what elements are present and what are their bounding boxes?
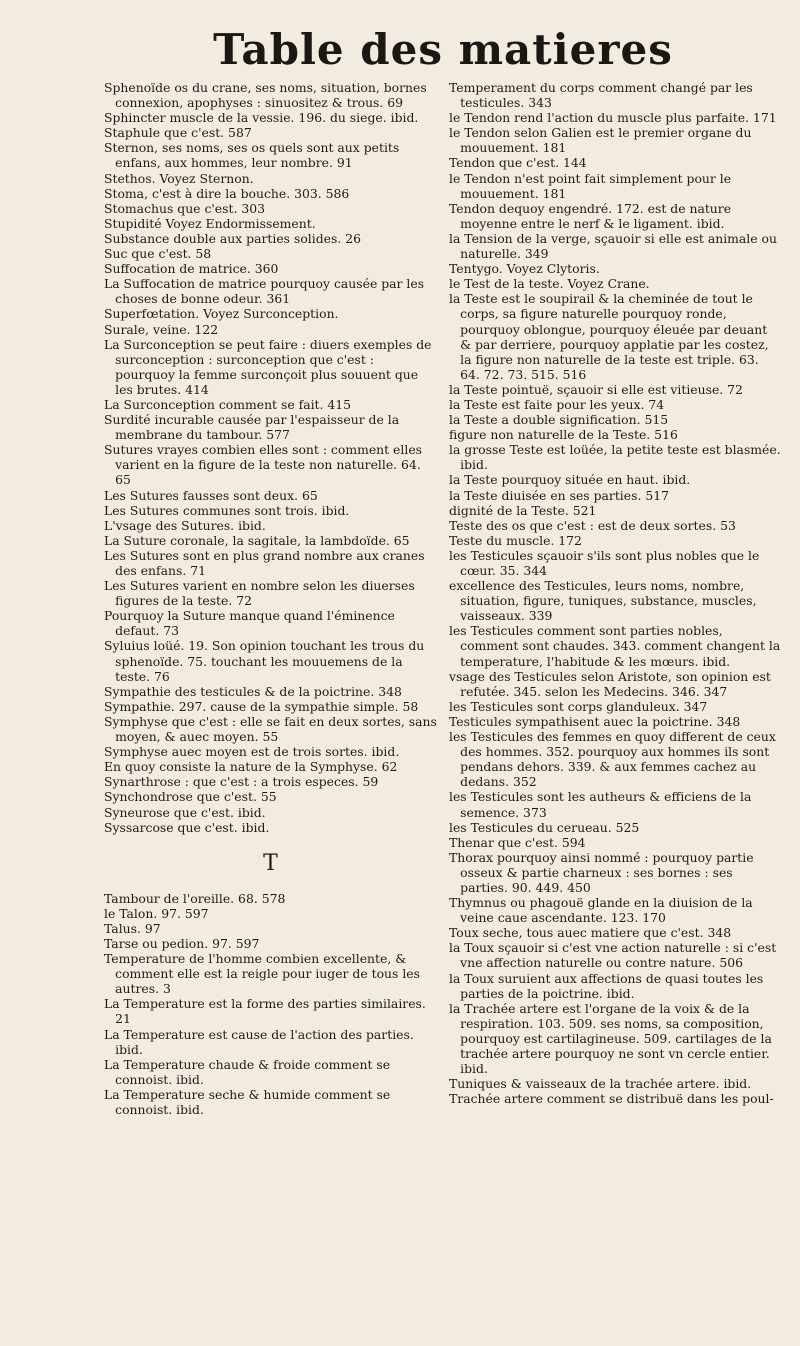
- index-entry-text: La Suture coronale, la sagitale, la lambdoïde. 65: [104, 532, 410, 548]
- index-entry: [104, 548, 437, 578]
- index-entry-text: Syluius loüé. 19. Son opinion touchant les trous du sphenoïde. 75. touchant les mouuemens de la teste. 76: [104, 638, 425, 684]
- index-entry: [104, 518, 437, 533]
- index-entry-text: Talus. 97: [104, 920, 161, 936]
- index-entry: [449, 850, 782, 895]
- index-entry-text: Thymnus ou phagouë glande en la diuision de la veine caue ascendante. 123. 170: [449, 895, 753, 926]
- index-entry: [104, 306, 437, 321]
- index-entry-text: le Tendon selon Galien est le premier organe du mouuement. 181: [449, 125, 752, 156]
- index-entry-text: Surale, veine. 122: [104, 321, 219, 337]
- index-entry-text: Temperament du corps comment changé par les testicules. 343: [449, 80, 753, 111]
- index-entry-text: la Teste pointuë, sçauoir si elle est vitieuse. 72: [449, 381, 743, 397]
- index-entry-text: la Teste est faite pour les yeux. 74: [449, 396, 665, 412]
- index-entry: [104, 638, 437, 683]
- index-entry-text: Testicules sympathisent auec la poictrine. 348: [449, 713, 741, 729]
- index-entry-text: Les Sutures fausses sont deux. 65: [104, 487, 318, 503]
- index-entry-text: La Surconception se peut faire : diuers exemples de surconception : surconception que c'est : pourquoy la femme surconçoit plus souuent que les brutes. 414: [104, 336, 432, 397]
- index-entry: [104, 714, 437, 744]
- index-entry-text: Les Sutures varient en nombre selon les diuerses figures de la teste. 72: [104, 578, 415, 609]
- section-letter: T: [263, 850, 278, 876]
- index-entry: [104, 80, 437, 110]
- index-entry: [449, 518, 782, 533]
- index-entry: [449, 578, 782, 623]
- index-entry: [449, 171, 782, 201]
- index-entry-text: La Surconception comment se fait. 415: [104, 396, 352, 412]
- index-entry: [104, 261, 437, 276]
- index-entry-text: Stethos. Voyez Sternon.: [104, 170, 254, 186]
- index-entry: [104, 996, 437, 1026]
- index-entry: [449, 925, 782, 940]
- index-entry: [449, 231, 782, 261]
- index-entry-text: Staphule que c'est. 587: [104, 125, 252, 141]
- index-entry-text: la Trachée artere est l'organe de la voix & de la respiration. 103. 509. ses noms, sa composition, pourquoy est cartilagineuse. 509. cartilages de la trachée artere pourquoy ne sont vn cercle entier. ibid.: [449, 1000, 772, 1077]
- index-entry: [104, 789, 437, 804]
- index-entry-text: la Toux sçauoir si c'est vne action naturelle : si c'est vne affection naturelle ou contre nature. 506: [449, 940, 777, 971]
- index-entry-text: Les Sutures sont en plus grand nombre aux cranes des enfans. 71: [104, 547, 425, 578]
- index-entry: [104, 412, 437, 442]
- index-entry: [449, 1076, 782, 1091]
- index-entry: [104, 503, 437, 518]
- index-entry-text: Tuniques & vaisseaux de la trachée artere. ibid.: [449, 1076, 752, 1092]
- index-entry: [449, 261, 782, 276]
- index-entry: [449, 835, 782, 850]
- index-entry: [449, 472, 782, 487]
- index-entry: [104, 1027, 437, 1057]
- page-title: Table des matieres: [213, 25, 673, 74]
- index-entry: [104, 820, 437, 835]
- index-entry-text: les Testicules comment sont parties nobles, comment sont chaudes. 343. comment changent la temperature, l'habitude & les mœurs. ibid.: [449, 623, 781, 669]
- index-entry: [104, 442, 437, 487]
- index-entry-text: Les Sutures communes sont trois. ibid.: [104, 502, 350, 518]
- index-entry-text: la Teste diuisée en ses parties. 517: [449, 487, 669, 503]
- index-entry: [104, 397, 437, 412]
- right-t-entries: [449, 80, 782, 1106]
- index-entry: [449, 548, 782, 578]
- index-entry: [449, 412, 782, 427]
- index-entry-text: Sympathie des testicules & de la poictrine. 348: [104, 683, 402, 699]
- index-entry: [449, 1001, 782, 1076]
- index-entry-text: Teste des os que c'est : est de deux sortes. 53: [449, 517, 736, 533]
- index-entry-text: La Suffocation de matrice pourquoy causée par les choses de bonne odeur. 361: [104, 276, 425, 307]
- index-entry-text: Temperature de l'homme combien excellente, & comment elle est la reigle pour iuger de tous les autres. 3: [104, 951, 420, 997]
- index-entry: [449, 623, 782, 668]
- index-entry-text: les Testicules sçauoir s'ils sont plus nobles que le cœur. 35. 344: [449, 547, 760, 578]
- index-entry-text: Sphincter muscle de la vessie. 196. du siege. ibid.: [104, 110, 419, 126]
- index-entry: [104, 759, 437, 774]
- index-entry: [449, 110, 782, 125]
- index-entry: [104, 337, 437, 397]
- index-entry: [104, 125, 437, 140]
- index-entry-text: Substance double aux parties solides. 26: [104, 230, 361, 246]
- index-entry-text: Thenar que c'est. 594: [449, 834, 586, 850]
- index-entry-text: Stoma, c'est à dire la bouche. 303. 586: [104, 185, 350, 201]
- index-entry-text: Syssarcose que c'est. ibid.: [104, 819, 270, 835]
- index-entry: [104, 1057, 437, 1087]
- index-entry: [449, 714, 782, 729]
- index-entry-text: Pourquoy la Suture manque quand l'éminence defaut. 73: [104, 608, 395, 639]
- index-entry: [104, 608, 437, 638]
- index-entry: [104, 744, 437, 759]
- index-entry: [449, 291, 782, 382]
- index-entry-text: Suffocation de matrice. 360: [104, 261, 279, 277]
- index-entry: [449, 1091, 782, 1106]
- index-entry-text: Suc que c'est. 58: [104, 246, 212, 262]
- index-entry: [104, 699, 437, 714]
- index-entry-text: Sympathie. 297. cause de la sympathie simple. 58: [104, 698, 419, 714]
- index-entry: [104, 906, 437, 921]
- index-entry: [104, 201, 437, 216]
- index-entry: [449, 80, 782, 110]
- index-entry-text: figure non naturelle de la Teste. 516: [449, 427, 678, 443]
- index-entry-text: Synarthrose : que c'est : a trois especes. 59: [104, 774, 379, 790]
- index-entry: [449, 895, 782, 925]
- index-entry-text: la grosse Teste est loüée, la petite teste est blasmée. ibid.: [449, 442, 781, 473]
- index-entry-text: la Teste est le soupirail & la cheminée de tout le corps, sa figure naturelle pourquoy ronde, pourquoy oblongue, pourquoy éleuée par deuant & par derriere, pourquoy applatie par les costez, la figure non naturelle de la teste est triple. 63. 64. 72. 73. 515. 516: [449, 291, 769, 382]
- index-entry-text: le Talon. 97. 597: [104, 905, 209, 921]
- index-entry: [104, 921, 437, 936]
- index-entry: [449, 201, 782, 231]
- index-entry-text: la Teste pourquoy située en haut. ibid.: [449, 472, 691, 488]
- index-entry: [104, 276, 437, 306]
- index-entry: [104, 322, 437, 337]
- index-entry: [449, 729, 782, 789]
- index-entry: [104, 805, 437, 820]
- index-entry-text: Tendon que c'est. 144: [449, 155, 587, 171]
- index-entry: [104, 533, 437, 548]
- index-entry: [449, 503, 782, 518]
- index-entry: [449, 820, 782, 835]
- index-entry: [104, 891, 437, 906]
- index-entry: [104, 231, 437, 246]
- index-entry: [104, 246, 437, 261]
- index-entry: [449, 669, 782, 699]
- index-entry-text: Stupidité Voyez Endormissement.: [104, 215, 316, 231]
- left-column: [104, 80, 437, 1117]
- index-entry-text: Stomachus que c'est. 303: [104, 200, 265, 216]
- index-entry: [449, 699, 782, 714]
- index-entry: [104, 488, 437, 503]
- index-entry-text: vsage des Testicules selon Aristote, son opinion est refutée. 345. selon les Medecins. 346. 347: [449, 668, 771, 699]
- index-entry: [449, 155, 782, 170]
- index-entry: [449, 397, 782, 412]
- index-entry: [449, 276, 782, 291]
- index-entry: [449, 488, 782, 503]
- index-entry-text: les Testicules sont corps glanduleux. 347: [449, 698, 708, 714]
- index-entry-text: Thorax pourquoy ainsi nommé : pourquoy partie osseux & partie charneux : ses bornes : ses parties. 90. 449. 450: [449, 849, 754, 895]
- index-entry: [449, 533, 782, 548]
- index-entry-text: La Temperature est la forme des parties similaires. 21: [104, 996, 426, 1027]
- index-entry-text: excellence des Testicules, leurs noms, nombre, situation, figure, tuniques, substance, muscles, vaisseaux. 339: [449, 578, 757, 624]
- index-entry-text: Trachée artere comment se distribuë dans les poul-: [449, 1091, 774, 1107]
- index-entry-text: La Temperature est cause de l'action des parties. ibid.: [104, 1026, 414, 1057]
- index-entry: [104, 578, 437, 608]
- index-entry-text: Tentygo. Voyez Clytoris.: [449, 261, 600, 277]
- index-entry-text: le Test de la teste. Voyez Crane.: [449, 276, 650, 292]
- index-entry: [104, 171, 437, 186]
- index-entry-text: Tarse ou pedion. 97. 597: [104, 935, 260, 951]
- left-t-entries: [104, 891, 437, 1117]
- index-entry-text: le Tendon n'est point fait simplement pour le mouuement. 181: [449, 170, 732, 201]
- index-entry-text: Tambour de l'oreille. 68. 578: [104, 890, 286, 906]
- index-entry-text: La Temperature seche & humide comment se connoist. ibid.: [104, 1086, 391, 1117]
- right-column: [449, 80, 782, 1117]
- index-entry-text: Teste du muscle. 172: [449, 532, 582, 548]
- index-entry-text: les Testicules sont les autheurs & efficiens de la semence. 373: [449, 789, 752, 820]
- index-entry-text: la Toux suruient aux affections de quasi toutes les parties de la poictrine. ibid.: [449, 970, 764, 1001]
- index-entry-text: la Tension de la verge, sçauoir si elle est animale ou naturelle. 349: [449, 230, 777, 262]
- index-entry: [449, 971, 782, 1001]
- index-entry: [104, 216, 437, 231]
- index-entry-text: Sutures vrayes combien elles sont : comment elles varient en la figure de la teste non naturelle. 64. 65: [104, 442, 423, 488]
- index-entry-text: En quoy consiste la nature de la Symphyse. 62: [104, 759, 398, 775]
- index-entry-text: le Tendon rend l'action du muscle plus parfaite. 171: [449, 110, 777, 126]
- index-entry-text: Toux seche, tous auec matiere que c'est. 348: [449, 925, 732, 941]
- index-entry-text: Surdité incurable causée par l'espaisseur de la membrane du tambour. 577: [104, 412, 400, 443]
- index-entry: [449, 125, 782, 155]
- index-entry-text: Superfœtation. Voyez Surconception.: [104, 306, 339, 322]
- index-entry-text: Synchondrose que c'est. 55: [104, 789, 277, 805]
- index-entry-text: Symphyse que c'est : elle se fait en deux sortes, sans moyen, & auec moyen. 55: [104, 713, 437, 745]
- index-entry: [449, 442, 782, 472]
- index-entry-text: L'vsage des Sutures. ibid.: [104, 517, 266, 533]
- index-entry-text: la Teste a double signification. 515: [449, 412, 669, 428]
- index-entry: [449, 940, 782, 970]
- index-entry-text: Syneurose que c'est. ibid.: [104, 804, 266, 820]
- index-entry-text: les Testicules du cerueau. 525: [449, 819, 640, 835]
- index-entry: [104, 110, 437, 125]
- index-entry: [449, 382, 782, 397]
- index-entry: [104, 684, 437, 699]
- index-entry: [449, 789, 782, 819]
- index-entry: [104, 1087, 437, 1117]
- index-entry: [104, 186, 437, 201]
- index-entry: [104, 936, 437, 951]
- index-entry-text: Sphenoïde os du crane, ses noms, situation, bornes connexion, apophyses : sinuositez & trous. 69: [104, 80, 427, 111]
- index-entry-text: Sternon, ses noms, ses os quels sont aux petits enfans, aux hommes, leur nombre. 91: [104, 140, 400, 171]
- index-entry-text: La Temperature chaude & froide comment se connoist. ibid.: [104, 1056, 391, 1087]
- index-entry: [104, 774, 437, 789]
- index-entry-text: Symphyse auec moyen est de trois sortes. ibid.: [104, 744, 400, 760]
- index-columns: [104, 80, 782, 1117]
- index-entry: [104, 951, 437, 996]
- index-entry: [104, 140, 437, 170]
- index-entry-text: Tendon dequoy engendré. 172. est de nature moyenne entre le nerf & le ligament. ibid.: [449, 200, 732, 231]
- index-entry-text: les Testicules des femmes en quoy different de ceux des hommes. 352. pourquoy aux hommes ils sont pendans dehors. 339. & aux femmes cachez au dedans. 352: [449, 729, 776, 790]
- left-s-entries: [104, 80, 437, 835]
- index-entry-text: dignité de la Teste. 521: [449, 502, 597, 518]
- index-entry: [449, 427, 782, 442]
